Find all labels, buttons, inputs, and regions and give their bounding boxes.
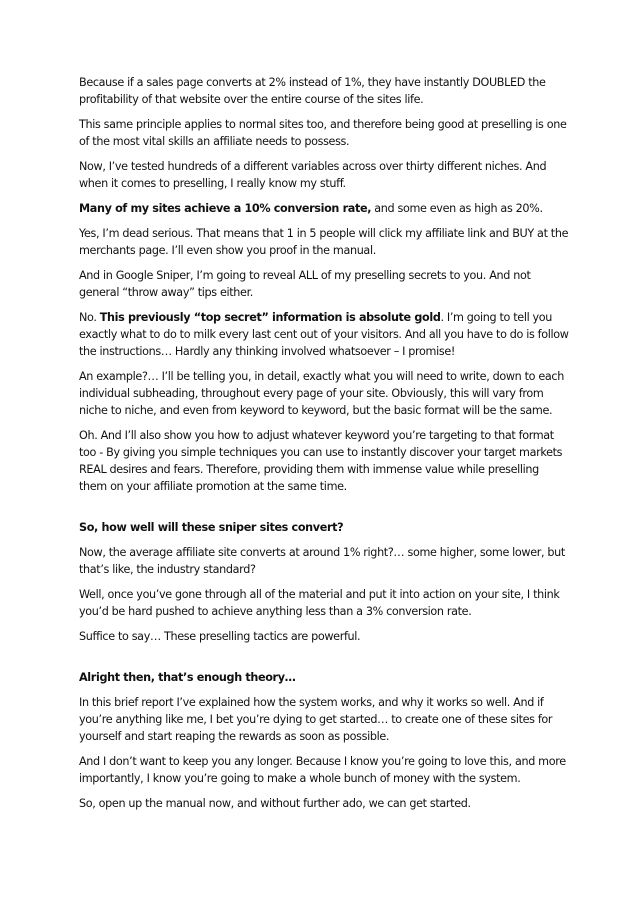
paragraph-tested-variables: Now, I’ve tested hundreds of a different variables across over thirty different niches. And when it comes to preselling, I really know my stuff. [79,160,547,190]
paragraph-open-manual: So, open up the manual now, and without further ado, we can get started. [79,797,471,810]
paragraph-tactics-powerful: Suffice to say… These preselling tactics are powerful. [79,630,361,643]
conversion-rate-rest: and some even as high as 20%. [371,202,543,215]
paragraph-top-secret [79,309,569,360]
paragraph-three-percent: Well, once you’ve gone through all of the material and put it into action on your site, I think you’d be hard pushed to achieve anything less than a 3% conversion rate. [79,588,560,618]
paragraph-dead-serious: Yes, I’m dead serious. That means that 1 in 5 people will click my affiliate link and BUY at the merchants page. I’ll even show you proof in the manual. [79,227,569,257]
paragraph-conversion-rate [79,200,569,217]
paragraph-conversion-doubled: Because if a sales page converts at 2% instead of 1%, they have instantly DOUBLED the profitability of that website over the entire course of the sites life. [79,76,546,106]
paragraph-brief-report: In this brief report I’ve explained how the system works, and why it works so well. And if you’re anything like me, I bet you’re dying to get started… to create one of these sites for yourself and start reaping the rewards as soon as possible. [79,696,553,743]
top-secret-rest: . I’m going to tell you exactly what to do to milk every last cent out of your visitors. And all you have to do is follow the instructions… Hardly any thinking involved whatsoever – I promise! [79,311,569,358]
paragraph-reveal-secrets: And in Google Sniper, I’m going to reveal ALL of my preselling secrets to you. And not general “throw away” tips either. [79,269,531,299]
paragraph-example: An example?… I’ll be telling you, in detail, exactly what you will need to write, down to each individual subheading, throughout every page of your site. Obviously, this will vary from niche to niche, and even from keyword to keyword, but the basic format will be the same. [79,370,564,417]
paragraph-preselling-principle: This same principle applies to normal sites too, and therefore being good at preselling is one of the most vital skills an affiliate needs to possess. [79,118,567,148]
paragraph-average-conversion: Now, the average affiliate site converts at around 1% right?… some higher, some lower, but that’s like, the industry standard? [79,546,565,576]
bold-conversion-claim: Many of my sites achieve a 10% conversion rate, [79,202,372,215]
heading-enough-theory: Alright then, that’s enough theory… [79,671,296,684]
paragraph-keep-you: And I don’t want to keep you any longer. Because I know you’re going to love this, and more importantly, I know you’re going to make a whole bunch of money with the system. [79,755,566,785]
heading-sniper-sites-convert: So, how well will these sniper sites convert? [79,521,344,534]
bold-top-secret: This previously “top secret” information is absolute gold [99,311,441,324]
top-secret-lead: No. [79,311,100,324]
document-page [79,74,569,820]
paragraph-adjust-keyword: Oh. And I’ll also show you how to adjust whatever keyword you’re targeting to that format too - By giving you simple techniques you can use to instantly discover your target markets REAL desires and fears. Therefore, providing them with immense value while preselling them on your affiliate promotion at the same time. [79,429,563,493]
